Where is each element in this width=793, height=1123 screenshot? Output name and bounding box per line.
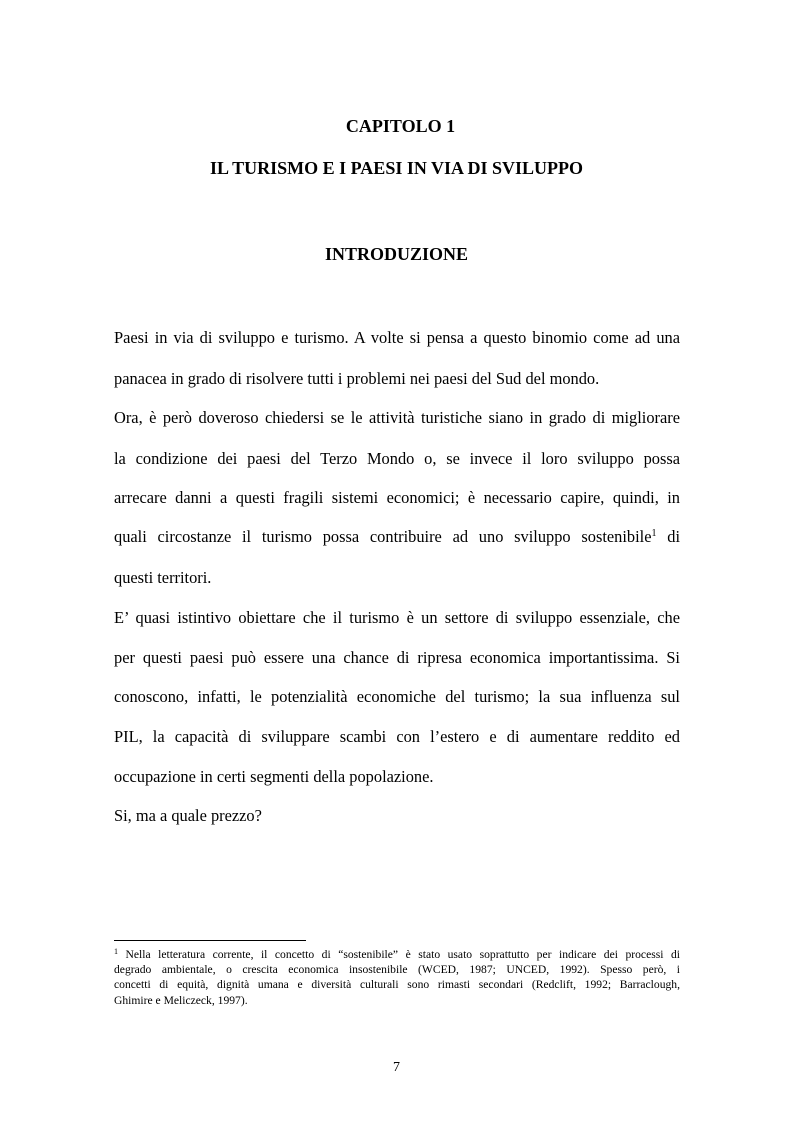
body-line: occupazione in certi segmenti della popolazione. [114, 767, 434, 786]
body-line: panacea in grado di risolvere tutti i problemi nei paesi del Sud del mondo. [114, 369, 600, 388]
section-heading: INTRODUZIONE [324, 244, 469, 264]
chapter-title: IL TURISMO E I PAESI IN VIA DI SVILUPPO [209, 158, 584, 178]
footnote-line: concetti di equità, dignità umana e diversità culturali sono rimasti secondari (Redclift, 1992; Barraclough, [114, 978, 680, 991]
body-line-segment: quali circostanze il turismo possa contribuire ad uno sviluppo sostenibile [114, 527, 652, 546]
page-number: 7 [393, 1060, 400, 1075]
body-line: questi territori. [114, 568, 212, 587]
footnote-marker: 1 [114, 947, 118, 956]
footnote-line: degrado ambientale, o crescita economica insostenibile (WCED, 1987; UNCED, 1992). Spesso però, i [114, 963, 680, 976]
body-line-with-footnote-ref [114, 527, 680, 547]
body-line: per questi paesi può essere una chance di ripresa economica importantissima. Si [114, 648, 680, 667]
body-line-segment: di [667, 527, 680, 546]
body-line: PIL, la capacità di sviluppare scambi con l’estero e di aumentare reddito ed [114, 727, 680, 746]
footnote-line [114, 947, 680, 962]
body-line: Si, ma a quale prezzo? [114, 806, 262, 825]
footnote-reference[interactable]: 1 [651, 528, 657, 539]
body-line: conoscono, infatti, le potenzialità economiche del turismo; la sua influenza sul [114, 687, 680, 706]
footnote-line-text: Nella letteratura corrente, il concetto di “sostenibile” è stato usato soprattutto per indicare dei processi di [125, 948, 680, 961]
footnote-separator [114, 940, 306, 941]
body-line: la condizione dei paesi del Terzo Mondo o, se invece il loro sviluppo possa [114, 449, 680, 468]
body-line: E’ quasi istintivo obiettare che il turismo è un settore di sviluppo essenziale, che [114, 608, 680, 627]
footnote-line: Ghimire e Meliczeck, 1997). [114, 994, 248, 1007]
body-line: Ora, è però doveroso chiedersi se le attività turistiche siano in grado di migliorare [114, 408, 680, 427]
body-line: Paesi in via di sviluppo e turismo. A volte si pensa a questo binomio come ad una [114, 328, 680, 347]
body-line: arrecare danni a questi fragili sistemi economici; è necessario capire, quindi, in [114, 488, 680, 507]
chapter-label: CAPITOLO 1 [345, 116, 456, 136]
